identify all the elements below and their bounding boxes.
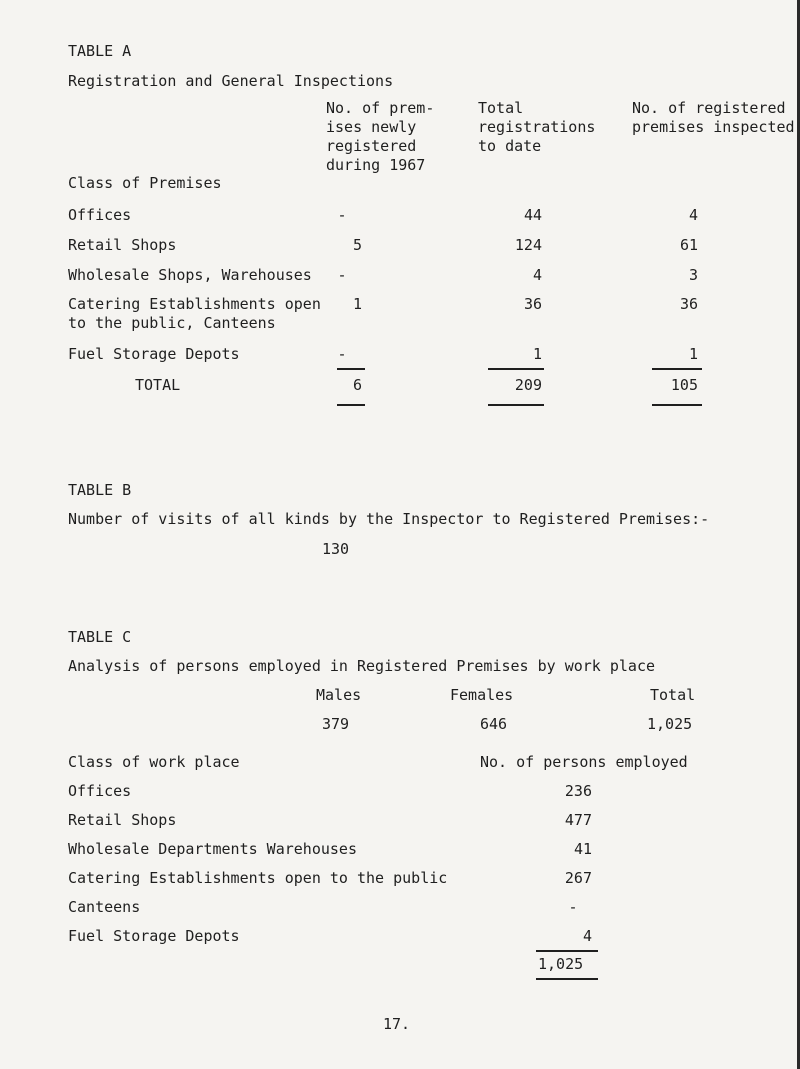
col-header-newly-registered: No. of prem- ises newly registered during 1967	[326, 99, 435, 174]
table-b-label: TABLE B	[68, 481, 132, 499]
table-a-row-class: Wholesale Shops, Warehouses	[68, 266, 312, 284]
table-c-title: Analysis of persons employed in Registered Premises by work place	[68, 657, 655, 675]
table-c-row-class: Offices	[68, 782, 132, 800]
total-rule-top	[488, 368, 544, 370]
table-c-row-class: Wholesale Departments Warehouses	[68, 840, 357, 858]
table-a-total-total: 209	[514, 376, 542, 394]
table-c-row-number: 4	[582, 927, 592, 945]
table-a-row-class: Fuel Storage Depots	[68, 345, 240, 363]
col-header-class-of-work-place: Class of work place	[68, 753, 240, 771]
table-a-row-total: 124	[514, 236, 542, 254]
females-value: 646	[480, 715, 508, 733]
table-a-total-newly: 6	[352, 376, 362, 394]
table-c-row-number: 236	[564, 782, 592, 800]
table-a-row-inspected: 3	[688, 266, 698, 284]
table-a-row-total: 4	[532, 266, 542, 284]
table-a-label: TABLE A	[68, 42, 132, 60]
table-c-total-rule-top	[536, 950, 598, 952]
table-c-row-number: 267	[564, 869, 592, 887]
table-a-row-total: 44	[523, 206, 542, 224]
table-c-row-class: Retail Shops	[68, 811, 177, 829]
total-rule-bottom	[488, 404, 544, 406]
table-a-row-total: 1	[532, 345, 542, 363]
table-c-label: TABLE C	[68, 628, 132, 646]
males-label: Males	[316, 686, 362, 704]
table-a-row-newly: -	[337, 266, 347, 284]
total-rule-top	[337, 368, 365, 370]
total-value: 1,025	[647, 715, 693, 733]
table-a-row-class: Offices	[68, 206, 132, 224]
males-value: 379	[322, 715, 350, 733]
table-b-text: Number of visits of all kinds by the Inspector to Registered Premises:-	[68, 510, 710, 528]
females-label: Females	[450, 686, 514, 704]
table-c-row-number: 41	[573, 840, 592, 858]
table-c-total-rule-bottom	[536, 978, 598, 980]
col-header-premises-inspected: No. of registered premises inspected	[632, 99, 795, 136]
table-a-row-inspected: 1	[688, 345, 698, 363]
table-a-row-class: Catering Establishments open to the public, Canteens	[68, 295, 321, 332]
table-a-row-newly: -	[337, 345, 347, 363]
page-number: 17.	[383, 1015, 411, 1033]
table-b-value: 130	[322, 540, 350, 558]
col-header-total-registrations: Total registrations to date	[478, 99, 596, 155]
table-a-total-label: TOTAL	[135, 376, 181, 394]
col-header-persons-employed: No. of persons employed	[480, 753, 688, 771]
table-a-row-total: 36	[523, 295, 542, 313]
table-c-row-number: 477	[564, 811, 592, 829]
total-label: Total	[650, 686, 696, 704]
total-rule-bottom	[337, 404, 365, 406]
total-rule-top	[652, 368, 702, 370]
table-a-row-newly: 5	[352, 236, 362, 254]
table-c-row-class: Catering Establishments open to the public	[68, 869, 448, 887]
table-a-row-class: Retail Shops	[68, 236, 177, 254]
table-c-total: 1,025	[538, 955, 584, 973]
total-rule-bottom	[652, 404, 702, 406]
table-c-row-number: -	[568, 898, 578, 916]
table-a-row-newly: -	[337, 206, 347, 224]
table-a-row-inspected: 61	[679, 236, 698, 254]
col-header-class-of-premises: Class of Premises	[68, 174, 222, 192]
table-a-row-inspected: 36	[679, 295, 698, 313]
table-a-row-inspected: 4	[688, 206, 698, 224]
table-a-title: Registration and General Inspections	[68, 72, 394, 90]
table-a-row-newly: 1	[352, 295, 362, 313]
table-a-total-inspected: 105	[670, 376, 698, 394]
table-c-row-class: Fuel Storage Depots	[68, 927, 240, 945]
table-c-row-class: Canteens	[68, 898, 141, 916]
